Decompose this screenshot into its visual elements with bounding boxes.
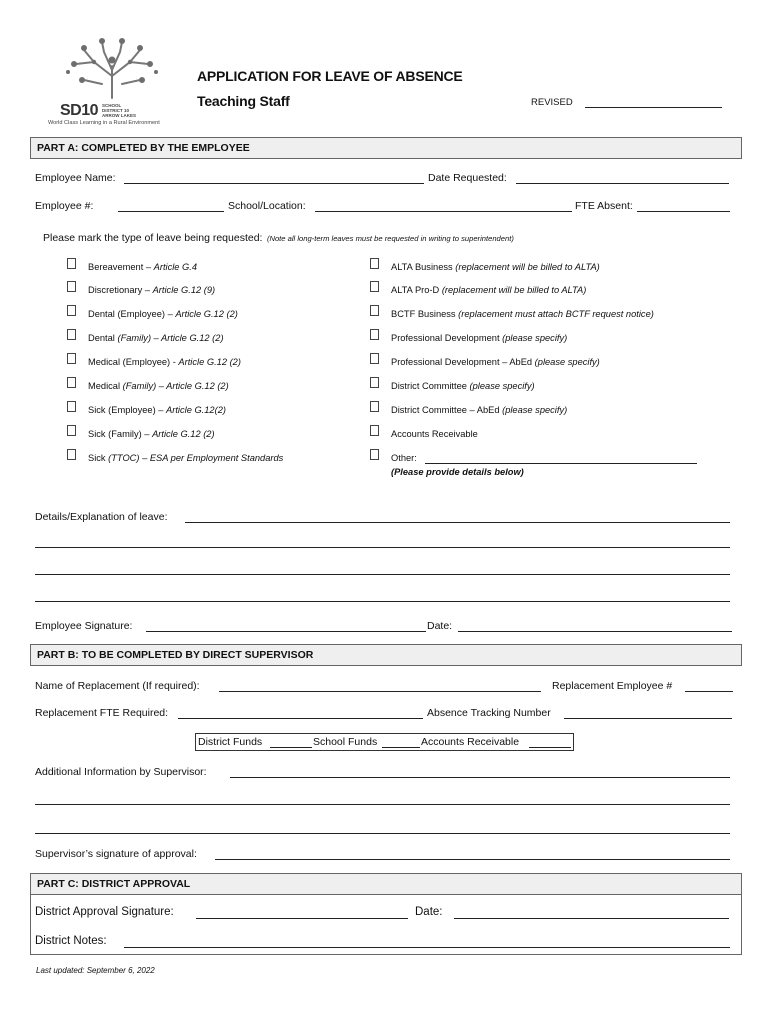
option-medical-employee: Medical (Employee) - Article G.12 (2): [88, 357, 241, 367]
option-dental-family: Dental (Family) – Article G.12 (2): [88, 333, 224, 343]
logo-tagline: World Class Learning in a Rural Environment: [48, 120, 160, 126]
part-c-header: [30, 873, 742, 895]
employee-name-field[interactable]: [124, 183, 424, 184]
option-medical-family: Medical (Family) – Article G.12 (2): [88, 381, 229, 391]
option-bereavement: Bereavement – Article G.4: [88, 262, 198, 272]
option-dental-employee: Dental (Employee) – Article G.12 (2): [88, 309, 238, 319]
employee-name-label: Employee Name:: [35, 172, 116, 184]
checkbox-district-committee[interactable]: [370, 377, 379, 388]
checkbox-other[interactable]: [370, 449, 379, 460]
checkbox-alta-prod[interactable]: [370, 281, 379, 292]
supervisor-signature-field[interactable]: [215, 859, 730, 860]
option-district-committee: District Committee (please specify): [391, 381, 535, 391]
option-pro-d: Professional Development (please specify): [391, 333, 568, 343]
accounts-receivable-field[interactable]: [529, 747, 571, 748]
details-field-2[interactable]: [35, 547, 730, 548]
option-other: Other:: [391, 453, 417, 463]
district-notes-field[interactable]: [124, 947, 730, 948]
supervisor-signature-label: Supervisor’s signature of approval:: [35, 848, 197, 860]
logo-sub: SCHOOL DISTRICT 10 ARROW LAKES: [102, 103, 136, 118]
additional-info-field-2[interactable]: [35, 804, 730, 805]
option-discretionary: Discretionary – Article G.12 (9): [88, 285, 216, 295]
funds-box: [195, 733, 574, 751]
district-signature-field[interactable]: [196, 918, 408, 919]
checkbox-medical-family[interactable]: [67, 377, 76, 388]
district-signature-label: District Approval Signature:: [35, 906, 174, 918]
checkbox-accounts-receivable[interactable]: [370, 425, 379, 436]
accounts-receivable-label: Accounts Receivable: [421, 736, 520, 748]
leave-prompt-text: Please mark the type of leave being requested:: [43, 232, 263, 244]
form-subtitle: Teaching Staff: [197, 93, 290, 109]
school-location-field[interactable]: [315, 211, 572, 212]
replacement-employee-field[interactable]: [685, 691, 733, 692]
employee-number-field[interactable]: [118, 211, 224, 212]
checkbox-district-committee-abed[interactable]: [370, 401, 379, 412]
part-b-header: [30, 644, 742, 666]
form-title: APPLICATION FOR LEAVE OF ABSENCE: [197, 68, 463, 84]
checkbox-discretionary[interactable]: [67, 281, 76, 292]
option-bctf-business: BCTF Business (replacement must attach BCTF request notice): [391, 309, 654, 319]
employee-signature-field[interactable]: [146, 631, 426, 632]
replacement-employee-label: Replacement Employee #: [552, 680, 673, 692]
details-field-1[interactable]: [185, 522, 730, 523]
option-pro-d-abed: Professional Development – AbEd (please specify): [391, 357, 600, 367]
district-date-label: Date:: [415, 906, 443, 918]
additional-info-label: Additional Information by Supervisor:: [35, 766, 207, 778]
option-sick-ttoc: Sick (TTOC) – ESA per Employment Standards: [88, 453, 284, 463]
replacement-name-field[interactable]: [219, 691, 541, 692]
checkbox-dental-employee[interactable]: [67, 305, 76, 316]
option-district-committee-abed: District Committee – AbEd (please specify): [391, 405, 568, 415]
district-logo: [44, 36, 180, 130]
checkbox-bctf-business[interactable]: [370, 305, 379, 316]
leave-type-prompt: [43, 228, 514, 246]
option-accounts-receivable: Accounts Receivable: [391, 429, 478, 439]
replacement-fte-field[interactable]: [178, 718, 423, 719]
other-field[interactable]: [425, 463, 697, 464]
fte-absent-field[interactable]: [637, 211, 730, 212]
checkbox-dental-family[interactable]: [67, 329, 76, 340]
part-b-heading: PART B: TO BE COMPLETED BY DIRECT SUPERVISOR: [37, 649, 314, 661]
checkbox-alta-business[interactable]: [370, 258, 379, 269]
checkbox-sick-family[interactable]: [67, 425, 76, 436]
absence-tracking-field[interactable]: [564, 718, 732, 719]
checkbox-pro-d[interactable]: [370, 329, 379, 340]
part-a-heading: PART A: COMPLETED BY THE EMPLOYEE: [37, 142, 250, 154]
checkbox-sick-ttoc[interactable]: [67, 449, 76, 460]
fte-absent-label: FTE Absent:: [575, 200, 633, 212]
part-a-header: [30, 137, 742, 159]
additional-info-field-3[interactable]: [35, 833, 730, 834]
option-alta-prod: ALTA Pro-D (replacement will be billed to ALTA): [391, 285, 587, 295]
date-requested-label: Date Requested:: [428, 172, 507, 184]
absence-tracking-label: Absence Tracking Number: [427, 707, 551, 719]
revised-field[interactable]: [585, 107, 722, 108]
employee-date-label: Date:: [427, 620, 453, 632]
logo-name: SD10: [60, 102, 99, 119]
tree-logo-icon: [44, 36, 180, 106]
employee-signature-label: Employee Signature:: [35, 620, 133, 632]
details-label: Details/Explanation of leave:: [35, 511, 168, 523]
employee-date-field[interactable]: [458, 631, 732, 632]
replacement-name-label: Name of Replacement (If required):: [35, 680, 200, 692]
replacement-fte-label: Replacement FTE Required:: [35, 707, 169, 719]
school-funds-field[interactable]: [382, 747, 420, 748]
other-details-note: (Please provide details below): [391, 467, 524, 477]
district-funds-label: District Funds: [198, 736, 263, 748]
option-sick-family: Sick (Family) – Article G.12 (2): [88, 429, 215, 439]
school-funds-label: School Funds: [313, 736, 378, 748]
last-updated: Last updated: September 6, 2022: [36, 966, 155, 975]
district-funds-field[interactable]: [270, 747, 312, 748]
details-field-4[interactable]: [35, 601, 730, 602]
checkbox-pro-d-abed[interactable]: [370, 353, 379, 364]
part-c-heading: PART C: DISTRICT APPROVAL: [37, 878, 191, 890]
employee-number-label: Employee #:: [35, 200, 94, 212]
school-location-label: School/Location:: [228, 200, 306, 212]
date-requested-field[interactable]: [516, 183, 729, 184]
checkbox-medical-employee[interactable]: [67, 353, 76, 364]
leave-note: (Note all long-term leaves must be requested in writing to superintendent): [266, 234, 514, 243]
additional-info-field-1[interactable]: [230, 777, 730, 778]
option-alta-business: ALTA Business (replacement will be billed to ALTA): [391, 262, 600, 272]
details-field-3[interactable]: [35, 574, 730, 575]
checkbox-bereavement[interactable]: [67, 258, 76, 269]
district-date-field[interactable]: [454, 918, 729, 919]
checkbox-sick-employee[interactable]: [67, 401, 76, 412]
revised-label: REVISED: [531, 97, 573, 108]
district-notes-label: District Notes:: [35, 935, 107, 947]
option-sick-employee: Sick (Employee) – Article G.12(2): [88, 405, 226, 415]
